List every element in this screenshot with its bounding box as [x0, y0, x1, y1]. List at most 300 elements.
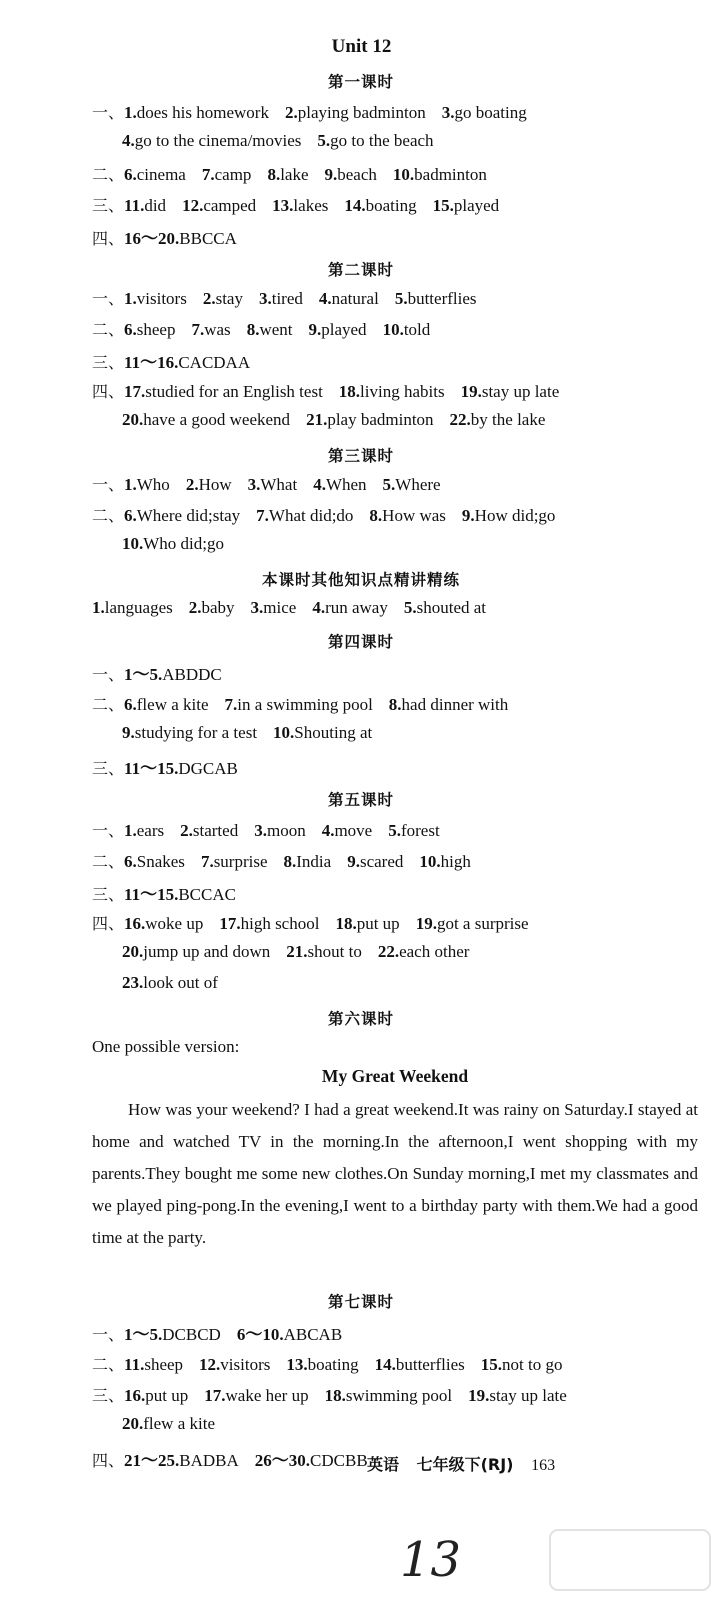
answer-number: 11. — [124, 1355, 145, 1374]
question-group-label: 一、 — [92, 665, 125, 684]
answer-number: 1. — [124, 475, 137, 494]
answer-number: 6. — [124, 506, 137, 525]
answer-text: What — [260, 475, 298, 494]
answer-text: cinema — [136, 165, 186, 184]
answer-number: 18. — [335, 914, 357, 933]
answer-item — [267, 165, 308, 184]
answer-number: 7. — [201, 165, 215, 184]
answer-line — [92, 162, 503, 185]
answer-text: Where did;stay — [136, 506, 241, 525]
answer-item — [124, 1325, 221, 1344]
answer-number: 17. — [124, 382, 146, 401]
answer-item — [347, 852, 403, 871]
answer-text: shout to — [307, 942, 362, 961]
answer-text: playing badminton — [297, 103, 426, 122]
question-group-label: 二、 — [92, 165, 125, 184]
answer-item — [124, 885, 236, 904]
answer-text: stay — [215, 289, 243, 308]
answer-text: flew a kite — [136, 695, 209, 714]
answer-text: One possible version: — [92, 1037, 240, 1056]
answer-text: go to the beach — [330, 131, 434, 150]
answer-line — [92, 379, 575, 402]
answer-number: 2. — [188, 598, 202, 617]
answer-number: 23. — [122, 973, 144, 992]
answer-item — [186, 475, 232, 494]
answer-number: 4. — [313, 475, 326, 494]
answer-line — [92, 849, 487, 872]
essay-body: How was your weekend? I had a great weekend.It was rainy on Saturday.I stayed at home and watched TV in the morning.In the afternoon,I went shopping with my parents.They bought me some new clothes.On Sunday morning,I met my classmates and we played ping-pong.In the evening,I went to a birthday party with them.We had a good time at the party. — [92, 1100, 698, 1247]
answer-text: not to go — [502, 1355, 563, 1374]
answer-line — [122, 942, 485, 962]
answer-item — [124, 1355, 183, 1374]
answer-item — [286, 942, 362, 961]
answer-text: butterflies — [395, 1355, 465, 1374]
answer-text: did — [144, 196, 167, 215]
watermark-logo — [540, 1520, 720, 1600]
answer-text: scared — [359, 852, 404, 871]
answer-text: Who did;go — [143, 534, 224, 553]
answer-number: 5. — [403, 598, 417, 617]
answer-text: How was — [382, 506, 446, 525]
answer-text: How did;go — [474, 506, 556, 525]
answer-text: jump up and down — [143, 942, 271, 961]
answer-text: ABDDC — [162, 665, 222, 684]
answer-line — [122, 973, 234, 993]
answer-line — [92, 1383, 583, 1406]
answer-item — [122, 534, 224, 553]
answer-text: woke up — [145, 914, 204, 933]
answer-number: 20. — [122, 1414, 144, 1433]
answer-number: 21. — [286, 942, 308, 961]
answer-text: look out of — [143, 973, 218, 992]
answer-text: run away — [325, 598, 388, 617]
question-group-label: 四、 — [92, 914, 125, 933]
answer-item — [202, 165, 252, 184]
answer-line — [92, 692, 524, 715]
answer-item — [285, 103, 426, 122]
answer-number: 8. — [388, 695, 402, 714]
answer-item — [122, 131, 301, 150]
answer-line — [92, 1352, 578, 1375]
question-group-label: 三、 — [92, 1386, 125, 1405]
question-group-label: 一、 — [92, 1325, 125, 1344]
answer-number: 1. — [124, 103, 137, 122]
answer-number: 12. — [182, 196, 204, 215]
answer-item — [124, 1451, 239, 1470]
answer-text: badminton — [414, 165, 487, 184]
answer-text: BADBA — [179, 1451, 239, 1470]
answer-number: 4. — [321, 821, 335, 840]
answer-text: boating — [307, 1355, 359, 1374]
answer-item — [122, 723, 257, 742]
answer-item — [225, 695, 373, 714]
answer-item — [248, 475, 298, 494]
answer-text: had dinner with — [401, 695, 509, 714]
answer-text: camp — [214, 165, 252, 184]
answer-line — [92, 1446, 384, 1471]
answer-number: 7. — [191, 320, 205, 339]
answer-item — [369, 506, 446, 525]
answer-item — [254, 821, 305, 840]
answer-number: 18. — [324, 1386, 346, 1405]
answer-item — [335, 914, 399, 933]
answer-text: butterflies — [407, 289, 477, 308]
question-group-label: 三、 — [92, 885, 125, 904]
answer-item — [344, 196, 416, 215]
answer-number: 16. — [124, 1386, 146, 1405]
section-title: 本课时其他知识点精讲精练 — [261, 571, 460, 589]
answer-number: 12. — [199, 1355, 221, 1374]
answer-line — [122, 410, 561, 430]
answer-number: 6. — [124, 165, 137, 184]
answer-line — [92, 754, 254, 779]
answer-number: 21～25. — [124, 1451, 180, 1470]
answer-text: lakes — [293, 196, 329, 215]
answer-number: 1. — [92, 598, 105, 617]
answer-text: visitors — [136, 289, 187, 308]
answer-item — [416, 914, 529, 933]
answer-number: 9. — [347, 852, 360, 871]
answer-item — [339, 382, 445, 401]
answer-item — [219, 914, 319, 933]
section-title: 第四课时 — [327, 633, 394, 651]
answer-number: 10. — [122, 534, 144, 553]
answer-line — [92, 348, 266, 373]
question-group-label: 一、 — [92, 475, 125, 494]
answer-number: 2. — [202, 289, 216, 308]
answer-number: 14. — [344, 196, 366, 215]
answer-number: 9. — [308, 320, 322, 339]
answer-item — [284, 852, 332, 871]
answer-item — [122, 942, 270, 961]
answer-item — [383, 320, 431, 339]
section-title: 第二课时 — [327, 261, 394, 279]
answer-number: 13. — [272, 196, 294, 215]
answer-text: in a swimming pool — [237, 695, 373, 714]
page-number: 163 — [531, 1457, 556, 1474]
section-title: 第七课时 — [327, 1293, 394, 1311]
question-group-label: 一、 — [92, 821, 125, 840]
answer-text: have a good weekend — [143, 410, 291, 429]
answer-line — [92, 598, 502, 618]
answer-text: natural — [331, 289, 379, 308]
answer-item — [419, 852, 470, 871]
answer-item — [395, 289, 477, 308]
essay-title: My Great Weekend — [321, 1066, 469, 1086]
answer-text: lake — [280, 165, 309, 184]
answer-item — [255, 1451, 368, 1470]
section-title: 第五课时 — [327, 791, 394, 809]
answer-item — [182, 196, 256, 215]
answer-item — [124, 695, 209, 714]
answer-number: 20. — [122, 942, 144, 961]
answer-text: does his homework — [136, 103, 269, 122]
answer-item — [204, 1386, 308, 1405]
answer-text: stay up late — [481, 382, 560, 401]
answer-number: 15. — [432, 196, 454, 215]
answer-text: moon — [266, 821, 306, 840]
answer-text: put up — [356, 914, 400, 933]
answer-number: 3. — [247, 475, 261, 494]
answer-text: visitors — [220, 1355, 271, 1374]
answer-line — [92, 1320, 358, 1345]
question-group-label: 三、 — [92, 759, 125, 778]
answer-item — [319, 289, 379, 308]
answer-number: 19. — [468, 1386, 490, 1405]
answer-item — [237, 1325, 342, 1344]
answer-text: beach — [337, 165, 377, 184]
answer-line — [92, 224, 253, 249]
answer-number: 1～5. — [124, 665, 163, 684]
answer-text: CACDAA — [178, 353, 251, 372]
answer-number: 19. — [460, 382, 482, 401]
answer-item — [124, 353, 250, 372]
answer-item — [92, 598, 173, 617]
answer-text: baby — [201, 598, 235, 617]
answer-item — [191, 320, 230, 339]
answer-line — [92, 472, 457, 495]
answer-item — [124, 382, 323, 401]
answer-number: 11～15. — [124, 885, 179, 904]
answer-item — [388, 821, 439, 840]
answer-text: CDCBB — [310, 1451, 368, 1470]
answer-item — [306, 410, 433, 429]
answer-item — [273, 723, 372, 742]
answer-item — [461, 382, 560, 401]
answer-text: go to the cinema/movies — [134, 131, 302, 150]
answer-text: studied for an English test — [145, 382, 323, 401]
answer-text: flew a kite — [143, 1414, 215, 1433]
answer-number: 11～15. — [124, 759, 179, 778]
answer-text: started — [192, 821, 239, 840]
answer-line — [92, 193, 515, 216]
answer-number: 3. — [254, 821, 267, 840]
answer-number: 6～10. — [236, 1325, 284, 1344]
answer-text: shouted at — [416, 598, 487, 617]
answer-number: 7. — [200, 852, 214, 871]
answer-item — [203, 289, 243, 308]
answer-text: India — [296, 852, 332, 871]
answer-text: swimming pool — [345, 1386, 453, 1405]
section-title: 第三课时 — [327, 447, 394, 465]
answer-text: wake her up — [225, 1386, 309, 1405]
answer-item — [124, 1386, 188, 1405]
answer-item — [442, 103, 527, 122]
answer-text: living habits — [360, 382, 445, 401]
answer-line — [92, 880, 252, 905]
answer-number: 4. — [318, 289, 332, 308]
answer-number: 4. — [122, 131, 135, 150]
answer-item — [313, 475, 366, 494]
answer-number: 1～5. — [124, 1325, 163, 1344]
answer-text: Who — [136, 475, 170, 494]
answer-number: 3. — [441, 103, 455, 122]
answer-item — [317, 131, 433, 150]
answer-text: BBCCA — [179, 229, 237, 248]
answer-item — [375, 1355, 465, 1374]
answer-number: 16～20. — [124, 229, 180, 248]
answer-number: 17. — [219, 914, 241, 933]
answer-number: 9. — [461, 506, 475, 525]
answer-item — [256, 506, 353, 525]
answer-item — [389, 695, 508, 714]
answer-text: forest — [400, 821, 440, 840]
question-group-label: 二、 — [92, 506, 125, 525]
answer-number: 17. — [204, 1386, 226, 1405]
answer-text: boating — [365, 196, 417, 215]
answer-text: DGCAB — [178, 759, 238, 778]
question-group-label: 四、 — [92, 382, 125, 401]
handwritten-page-number: 13 — [400, 1532, 462, 1588]
answer-line — [122, 723, 388, 743]
answer-item — [383, 475, 441, 494]
answer-item — [122, 973, 218, 992]
answer-number: 10. — [392, 165, 415, 184]
answer-text: played — [453, 196, 500, 215]
answer-item — [122, 1414, 215, 1433]
answer-number: 5. — [382, 475, 396, 494]
answer-number: 13. — [286, 1355, 308, 1374]
answer-item — [124, 103, 269, 122]
answer-number: 15. — [480, 1355, 503, 1374]
answer-number: 19. — [415, 914, 437, 933]
answer-text: stay up late — [489, 1386, 567, 1405]
question-group-label: 四、 — [92, 1451, 125, 1470]
answer-number: 16. — [124, 914, 146, 933]
answer-number: 1. — [124, 289, 137, 308]
answer-item — [450, 410, 546, 429]
answer-text: Snakes — [136, 852, 185, 871]
question-group-label: 一、 — [92, 103, 125, 122]
answer-text: go boating — [454, 103, 527, 122]
answer-text: high — [440, 852, 471, 871]
answer-item — [124, 165, 186, 184]
answer-number: 22. — [377, 942, 400, 961]
answer-line — [122, 1414, 231, 1434]
answer-item — [312, 598, 388, 617]
question-group-label: 二、 — [92, 695, 125, 714]
question-group-label: 四、 — [92, 229, 125, 248]
answer-text: What did;do — [268, 506, 354, 525]
answer-number: 5. — [394, 289, 408, 308]
answer-text: sheep — [136, 320, 176, 339]
answer-text: ears — [136, 821, 165, 840]
answer-item — [259, 289, 303, 308]
answer-item — [393, 165, 487, 184]
answer-number: 18. — [338, 382, 361, 401]
answer-number: 8. — [369, 506, 383, 525]
question-group-label: 二、 — [92, 1355, 125, 1374]
answer-text: ABCAB — [283, 1325, 343, 1344]
section-title: 第六课时 — [327, 1010, 394, 1028]
answer-line — [122, 534, 240, 554]
answer-item — [124, 665, 222, 684]
answer-text: high school — [240, 914, 320, 933]
answer-text: told — [403, 320, 431, 339]
answer-text: studying for a test — [134, 723, 258, 742]
answer-item — [124, 852, 185, 871]
answer-number: 6. — [124, 695, 137, 714]
answer-item — [124, 506, 240, 525]
answer-line — [92, 660, 238, 685]
answer-item — [433, 196, 500, 215]
answer-text: by the lake — [470, 410, 546, 429]
answer-number: 11～16. — [124, 353, 179, 372]
answer-line — [92, 286, 493, 309]
answer-text: played — [321, 320, 367, 339]
answer-number: 1. — [124, 821, 137, 840]
answer-text: When — [325, 475, 367, 494]
answer-number: 6. — [124, 320, 137, 339]
answer-text: DCBCD — [162, 1325, 221, 1344]
answer-number: 7. — [256, 506, 269, 525]
answer-text: sheep — [144, 1355, 184, 1374]
answer-number: 9. — [122, 723, 135, 742]
answer-number: 20. — [122, 410, 144, 429]
question-group-label: 一、 — [92, 289, 125, 308]
answer-item — [124, 196, 166, 215]
answer-line — [92, 317, 446, 340]
answer-text: Shouting at — [294, 723, 373, 742]
unit-title: Unit 12 — [331, 36, 392, 57]
footer-subject: 英语 — [367, 1455, 400, 1474]
question-group-label: 三、 — [92, 353, 125, 372]
answer-item — [124, 289, 187, 308]
footer-grade: 七年级下(RJ) — [416, 1455, 514, 1474]
answer-number: 21. — [306, 410, 328, 429]
answer-line — [92, 100, 543, 123]
answer-line — [92, 503, 571, 526]
answer-item — [201, 852, 268, 871]
answer-item — [124, 821, 164, 840]
answer-number: 10. — [419, 852, 441, 871]
answer-number: 4. — [312, 598, 326, 617]
answer-item — [124, 229, 237, 248]
answer-number: 8. — [246, 320, 260, 339]
answer-text: got a surprise — [436, 914, 529, 933]
answer-number: 10. — [382, 320, 404, 339]
answer-line — [92, 1037, 255, 1057]
answer-item — [322, 821, 373, 840]
answer-number: 7. — [224, 695, 238, 714]
answer-line — [92, 911, 545, 934]
question-group-label: 二、 — [92, 852, 125, 871]
answer-item — [199, 1355, 270, 1374]
answer-item — [247, 320, 293, 339]
answer-item — [468, 1386, 567, 1405]
answer-item — [286, 1355, 358, 1374]
answer-item — [92, 1037, 239, 1056]
answer-text: went — [259, 320, 293, 339]
question-group-label: 三、 — [92, 196, 125, 215]
answer-line — [92, 818, 456, 841]
answer-line — [122, 131, 450, 151]
answer-item — [124, 759, 238, 778]
answer-number: 8. — [283, 852, 297, 871]
answer-number: 6. — [124, 852, 137, 871]
answer-text: Where — [395, 475, 441, 494]
answer-text: camped — [203, 196, 257, 215]
answer-number: 2. — [185, 475, 199, 494]
answer-item — [272, 196, 328, 215]
answer-number: 2. — [180, 821, 193, 840]
answer-number: 10. — [273, 723, 295, 742]
answer-item — [325, 1386, 453, 1405]
answer-item — [481, 1355, 563, 1374]
answer-item — [180, 821, 238, 840]
answer-text: each other — [399, 942, 470, 961]
answer-text: tired — [271, 289, 303, 308]
